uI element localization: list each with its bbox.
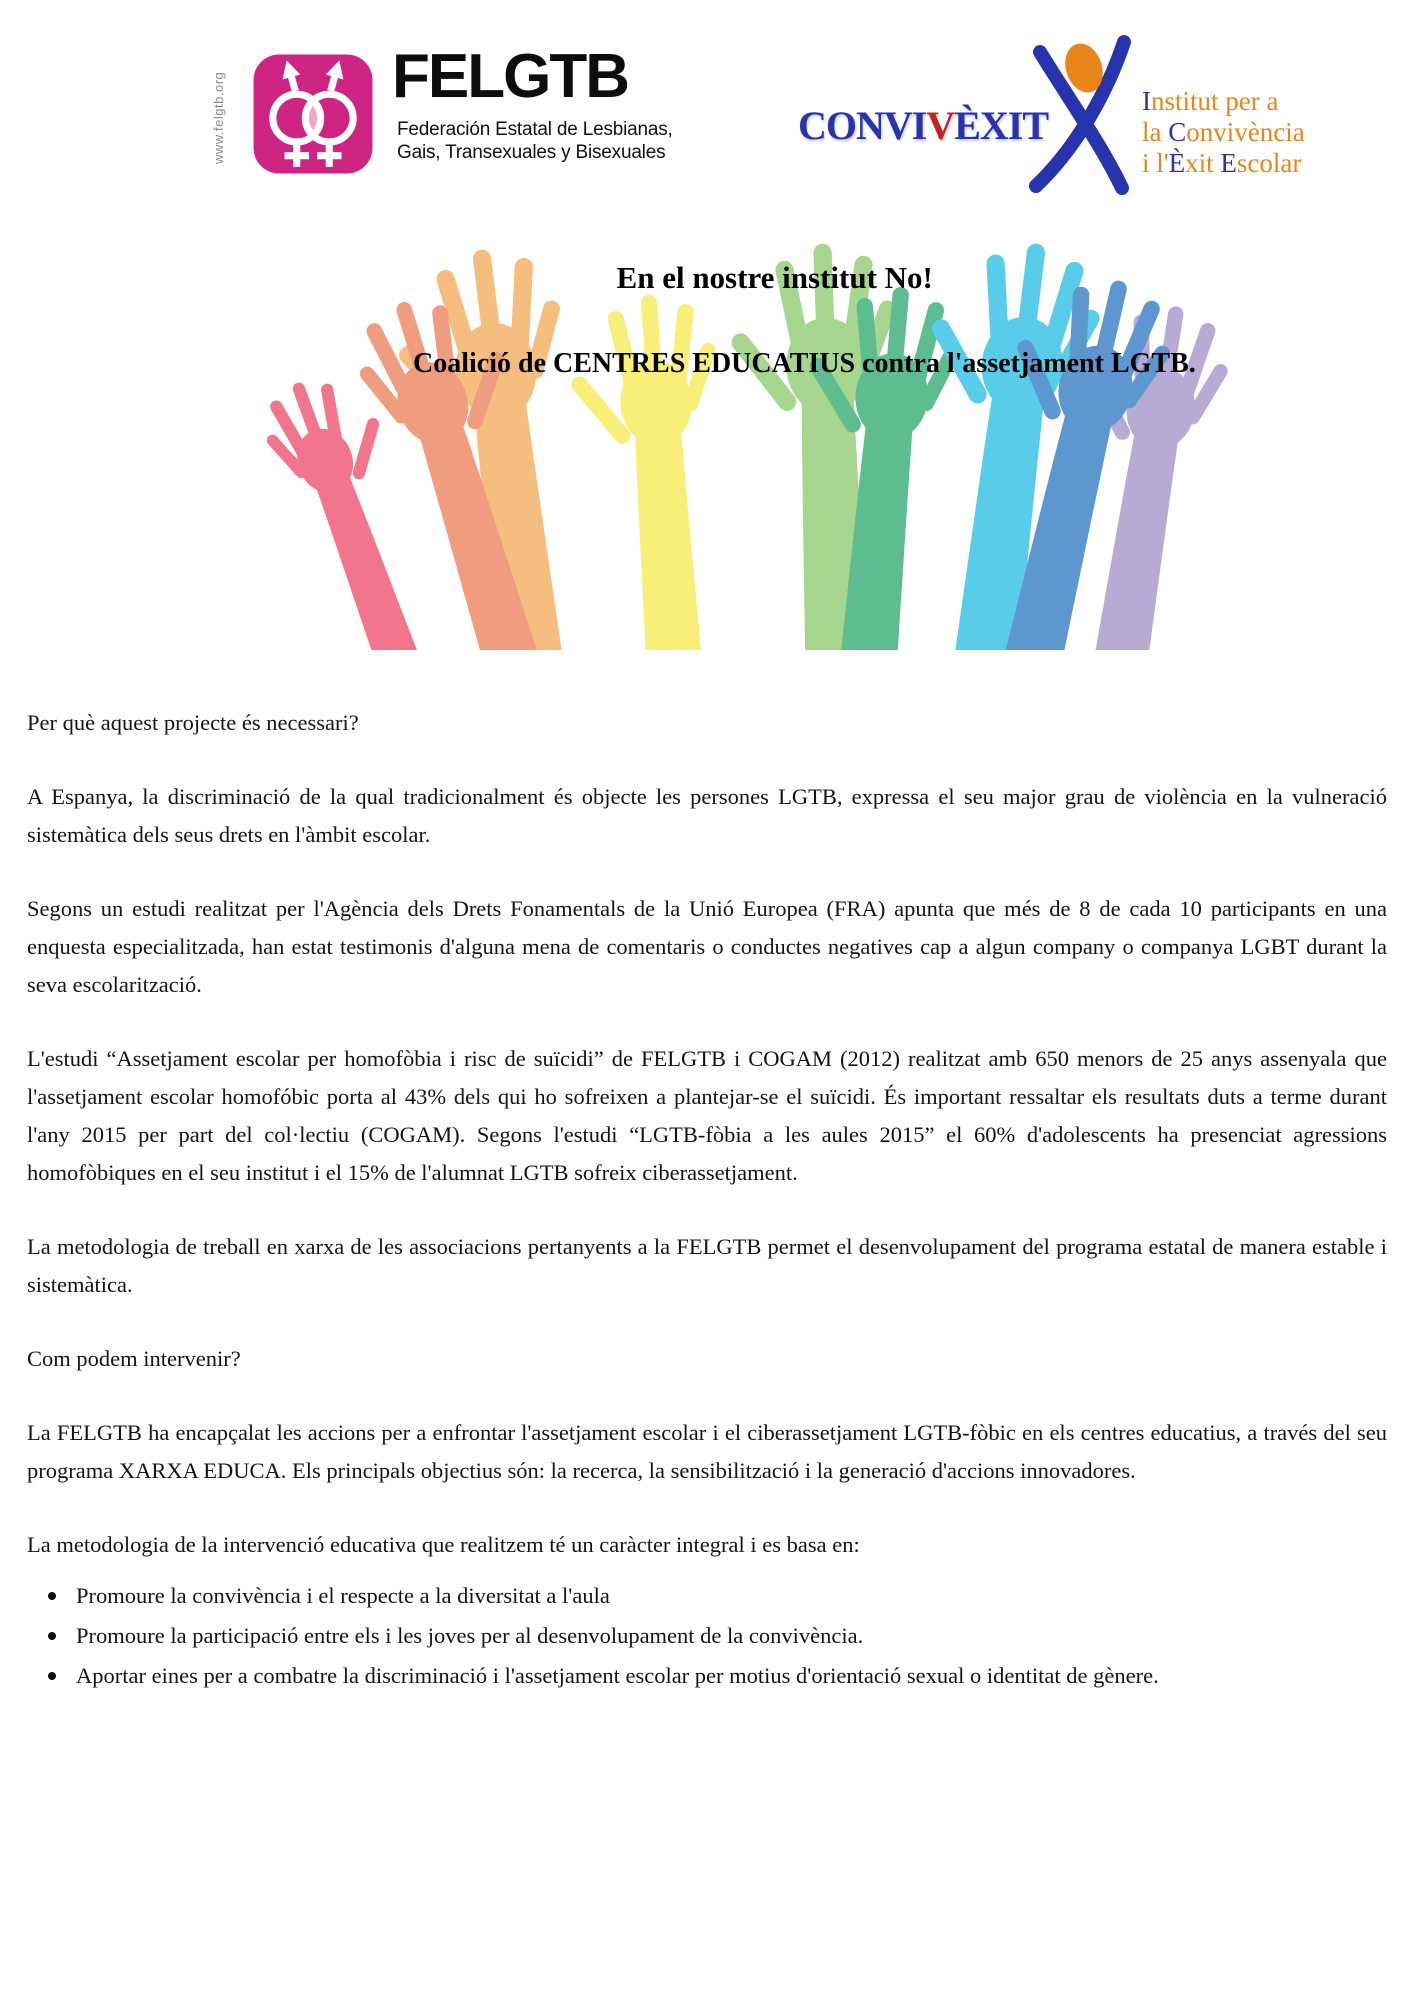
felgtb-subtitle [397, 118, 673, 164]
list-item: Promoure la convivència i el respecte a la diversitat a l'aula [27, 1576, 1387, 1616]
list-item: Promoure la participació entre els i les joves per al desenvolupament de la convivència. [27, 1616, 1387, 1656]
felgtb-wordmark: FELGTB [392, 42, 628, 111]
paragraph: Segons un estudi realitzat per l'Agència dels Drets Fonamentals de la Unió Europea (FRA) apunta que més de 8 de cada 10 participants en una enquesta especialitzada, han estat testimonis d'alguna mena de comentaris o conductes negatives cap a algun company o companya LGBT durant la seva escolarització. [27, 896, 1387, 997]
paragraph: L'estudi “Assetjament escolar per homofòbia i risc de suïcidi” de FELGTB i COGAM (2012) realitzat amb 650 menors de 25 anys assenyala que l'assetjament escolar homofóbic porta al 43% dels qui ho sofreixen a plantejar-se el suïcidi. És important ressaltar els resultats duts a terme durant l'any 2015 per part del col·lectiu (COGAM). Segons l'estudi “LGTB-fòbia a les aules 2015” el 60% d'adolescents ha presenciat agressions homofòbiques en el seu institut i el 15% de l'alumnat LGTB sofreix ciberassetjament. [27, 1046, 1387, 1185]
raised-hands-banner [250, 228, 1240, 650]
section-question: Com podem intervenir? [27, 1346, 241, 1371]
felgtb-gender-symbols-icon [252, 53, 374, 175]
felgtb-subtitle-line2: Gais, Transexuales y Bisexuales [397, 142, 666, 163]
list-item: Aportar eines per a combatre la discriminació i l'assetjament escolar per motius d'orientació sexual o identitat de gènere. [27, 1656, 1387, 1696]
section-question: Per què aquest projecte és necessari? [27, 710, 359, 735]
convivexit-tagline: Institut per a la Convivència i l'Èxit Escolar [1142, 86, 1305, 178]
document-body [27, 704, 1387, 1696]
bullet-icon [48, 1632, 56, 1640]
bullet-icon [48, 1592, 56, 1600]
bullet-list [27, 1576, 1387, 1696]
methodology-intro: La metodologia de la intervenció educativa que realitzem té un caràcter integral i es basa en: [27, 1532, 860, 1557]
banner-subtitle: Coalició de CENTRES EDUCATIUS contra l'assetjament LGTB. [413, 348, 1196, 379]
paragraph: La metodologia de treball en xarxa de les associacions pertanyents a la FELGTB permet el desenvolupament del programa estatal de manera estable i sistemàtica. [27, 1234, 1387, 1297]
bullet-icon [48, 1672, 56, 1680]
felgtb-url-vertical-text: www.felgtb.org [211, 71, 226, 165]
convivexit-wordmark: CONVIVÈXIT [798, 103, 1049, 148]
raised-hand-icon [562, 290, 742, 650]
convivexit-figure-icon [1022, 34, 1142, 196]
felgtb-subtitle-line1: Federación Estatal de Lesbianas, [397, 119, 673, 140]
paragraph: La FELGTB ha encapçalat les accions per a enfrontar l'assetjament escolar i el ciberassetjament LGTB-fòbic en els centres educatius, a través del seu programa XARXA EDUCA. Els principals objectius són: la recerca, la sensibilització i la generació d'accions innovadores. [27, 1420, 1387, 1483]
banner-title: En el nostre institut No! [616, 260, 933, 295]
paragraph: A Espanya, la discriminació de la qual tradicionalment és objecte les persones LGTB, expressa el seu major grau de violència en la vulneració sistemàtica dels seus drets en l'àmbit escolar. [27, 784, 1387, 847]
